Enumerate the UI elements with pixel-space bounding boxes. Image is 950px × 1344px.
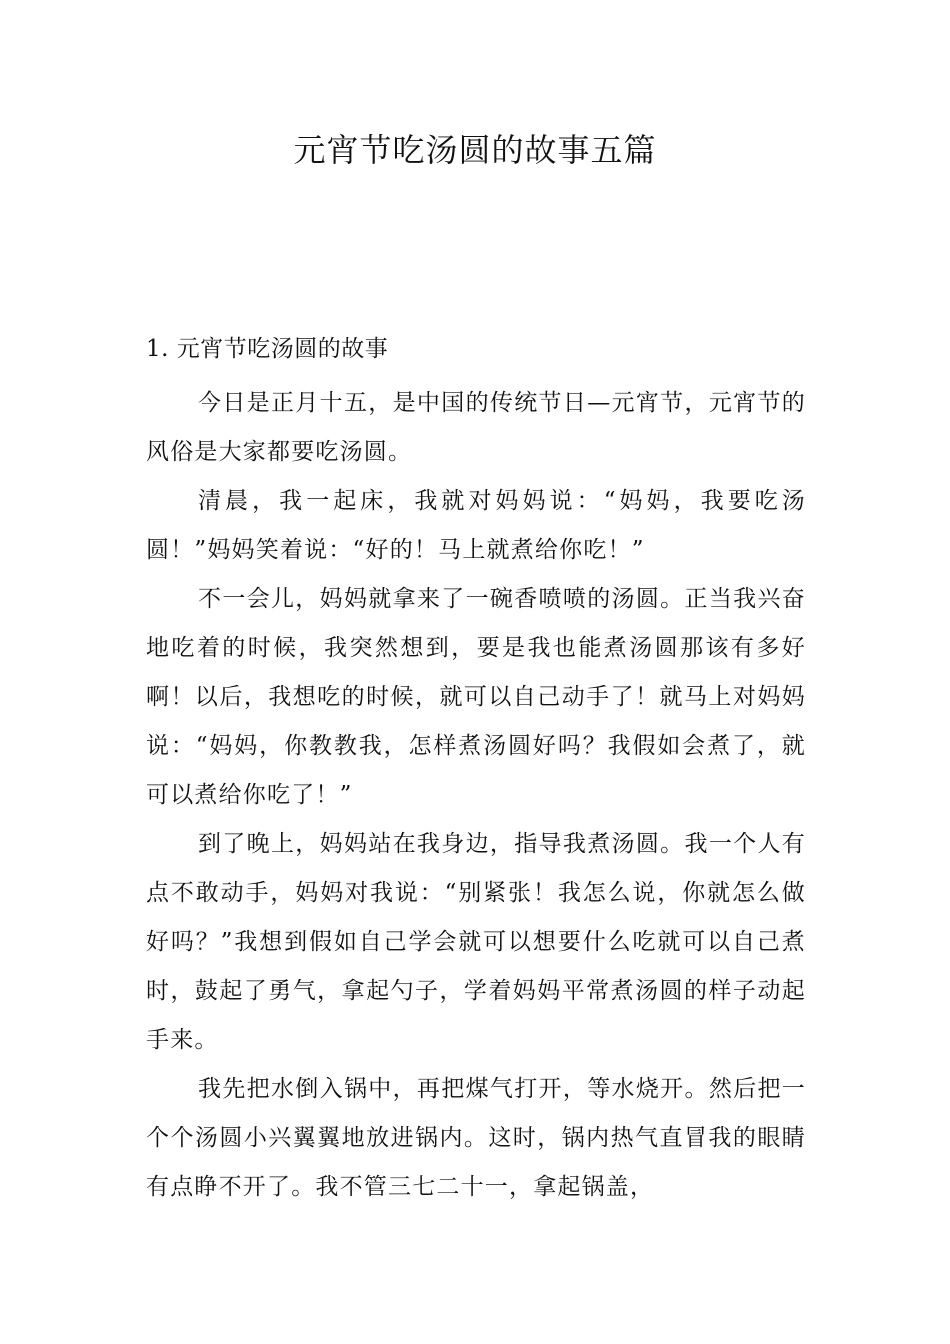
- document-title: 元宵节吃汤圆的故事五篇: [293, 131, 657, 169]
- paragraph: 今日是正月十五，是中国的传统节日—元宵节，元宵节的风俗是大家都要吃汤圆。: [146, 390, 806, 465]
- document-body: [146, 330, 806, 1212]
- paragraph: 不一会儿，妈妈就拿来了一碗香喷喷的汤圆。正当我兴奋地吃着的时候，我突然想到，要是我也能煮汤圆那该有多好啊！以后，我想吃的时候，就可以自己动手了！就马上对妈妈说：“妈妈，你教教我，怎样煮汤圆好吗？我假如会煮了，就可以煮给你吃了！”: [146, 586, 806, 808]
- paragraph: 清晨，我一起床，我就对妈妈说：“妈妈，我要吃汤圆！”妈妈笑着说：“好的！马上就煮给你吃！”: [146, 488, 806, 563]
- section-heading: 1. 元宵节吃汤圆的故事: [146, 336, 389, 362]
- paragraph: 我先把水倒入锅中，再把煤气打开，等水烧开。然后把一个个汤圆小兴翼翼地放进锅内。这时，锅内热气直冒我的眼睛有点睁不开了。我不管三七二十一，拿起锅盖，: [146, 1076, 806, 1200]
- paragraph: 到了晚上，妈妈站在我身边，指导我煮汤圆。我一个人有点不敢动手，妈妈对我说：“别紧张！我怎么说，你就怎么做好吗？”我想到假如自己学会就可以想要什么吃就可以自己煮时，鼓起了勇气，拿起勺子，学着妈妈平常煮汤圆的样子动起手来。: [146, 831, 806, 1053]
